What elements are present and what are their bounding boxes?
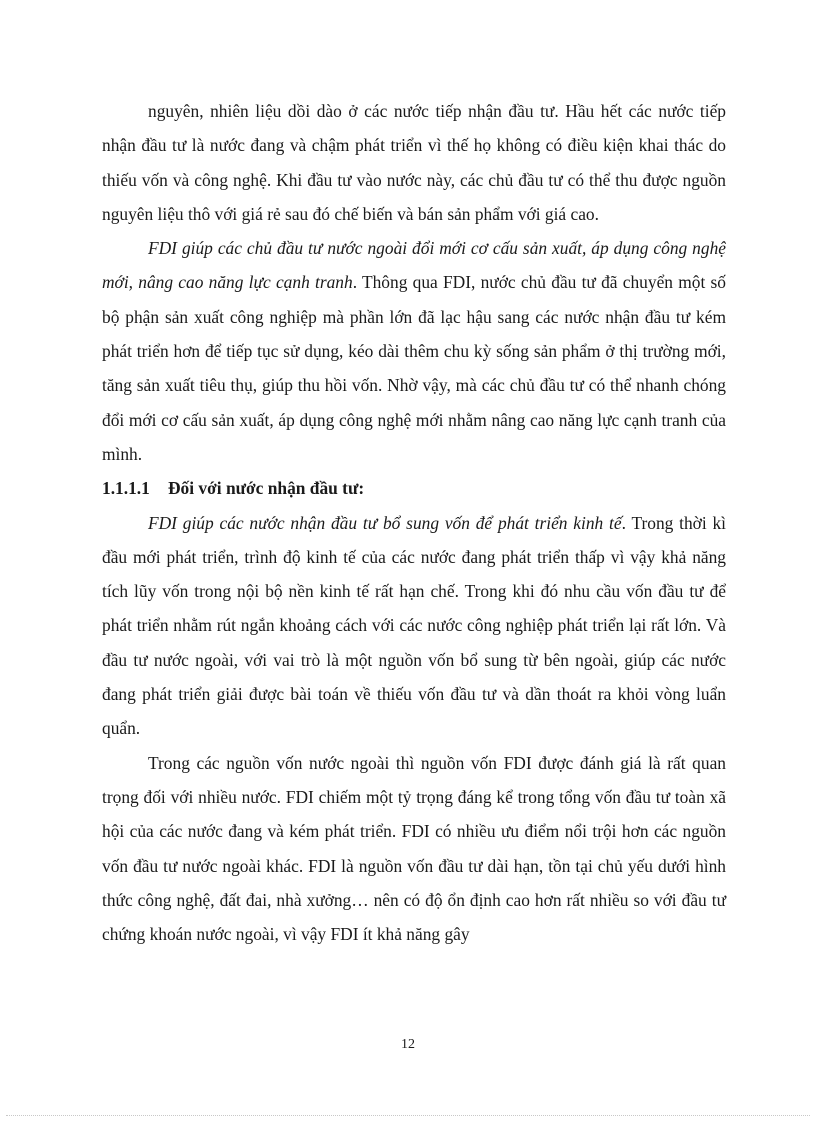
paragraph-3-italic-lead: FDI giúp các nước nhận đầu tư bổ sung vốn để phát triển kinh tế (148, 512, 622, 533)
paragraph-3 (102, 506, 726, 746)
page-body (102, 94, 726, 951)
page-bottom-divider (6, 1115, 810, 1116)
paragraph-2-text: . Thông qua FDI, nước chủ đầu tư đã chuyển một số bộ phận sản xuất công nghiệp mà phần lớn đã lạc hậu sang các nước nhận đầu tư kém phát triển hơn để tiếp tục sử dụng, kéo dài thêm chu kỳ sống sản phẩm ở thị trường mới, tăng sản xuất tiêu thụ, giúp thu hồi vốn. Nhờ vậy, mà các chủ đầu tư có thể nhanh chóng đổi mới cơ cấu sản xuất, áp dụng công nghệ mới nhằm nâng cao năng lực cạnh tranh của mình. (102, 272, 726, 464)
paragraph-1 (102, 94, 726, 231)
section-heading (102, 471, 726, 505)
paragraph-4-text: Trong các nguồn vốn nước ngoài thì nguồn vốn FDI được đánh giá là rất quan trọng đối với nhiều nước. FDI chiếm một tỷ trọng đáng kể trong tổng vốn đầu tư toàn xã hội của các nước đang và kém phát triển. FDI có nhiều ưu điểm nổi trội hơn các nguồn vốn đầu tư nước ngoài khác. FDI là nguồn vốn đầu tư dài hạn, tồn tại chủ yếu dưới hình thức công nghệ, đất đai, nhà xưởng… nên có độ ổn định cao hơn rất nhiều so với đầu tư chứng khoán nước ngoài, vì vậy FDI ít khả năng gây (102, 752, 726, 945)
page-number: 12 (401, 1037, 415, 1052)
paragraph-2 (102, 231, 726, 471)
paragraph-3-text: . Trong thời kì đầu mới phát triển, trình độ kinh tế của các nước đang phát triển thấp vì vậy khả năng tích lũy vốn trong nội bộ nền kinh tế rất hạn chế. Trong khi đó nhu cầu vốn đầu tư để phát triển nhằm rút ngắn khoảng cách với các nước công nghiệp phát triển lại rất lớn. Và đầu tư nước ngoài, với vai trò là một nguồn vốn bổ sung từ bên ngoài, giúp các nước đang phát triển giải được bài toán về thiếu vốn đầu tư và dần thoát ra khỏi vòng luẩn quẩn. (102, 512, 727, 739)
paragraph-2-italic-lead: FDI giúp các chủ đầu tư nước ngoài đổi mới cơ cấu sản xuất, áp dụng công nghệ mới, nâng cao năng lực cạnh tranh (102, 238, 726, 293)
paragraph-4 (102, 746, 726, 952)
section-number: 1.1.1.1 (102, 478, 150, 499)
paragraph-1-text: nguyên, nhiên liệu dồi dào ở các nước tiếp nhận đầu tư. Hầu hết các nước tiếp nhận đầu tư là nước đang và chậm phát triển vì thế họ không có điều kiện khai thác do thiếu vốn và công nghệ. Khi đầu tư vào nước này, các chủ đầu tư có thể thu được nguồn nguyên liệu thô với giá rẻ sau đó chế biến và bán sản phẩm với giá cao. (102, 101, 726, 224)
section-title: Đối với nước nhận đầu tư: (168, 478, 365, 499)
